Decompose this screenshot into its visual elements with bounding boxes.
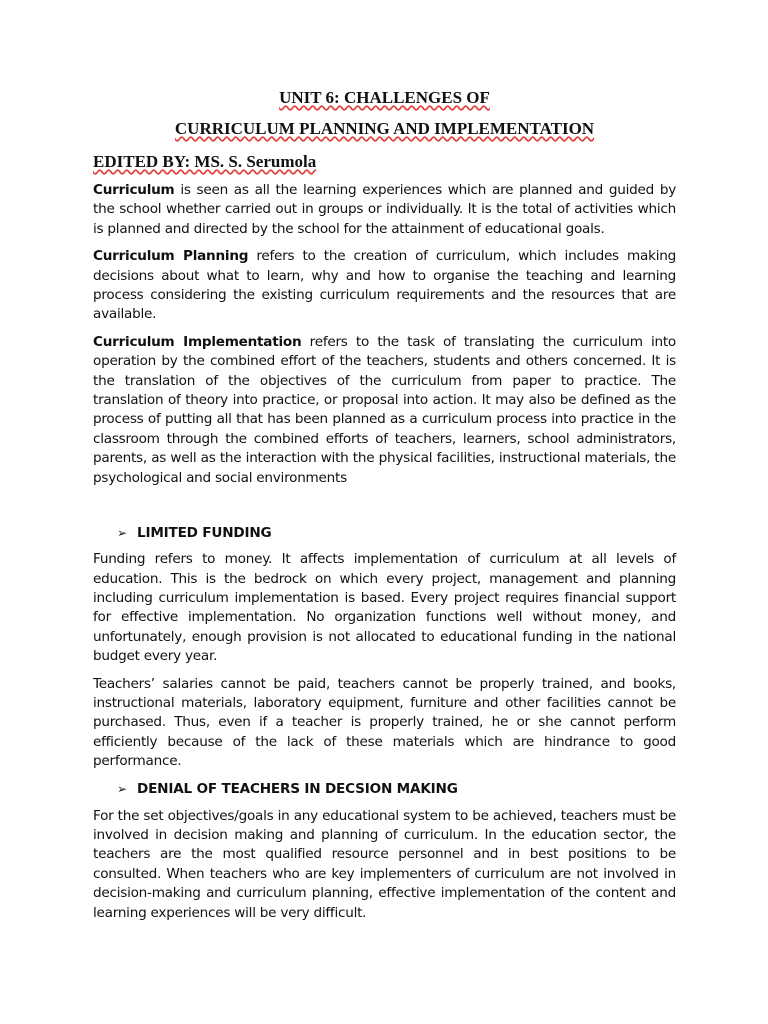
edited-by-line: EDITED BY: MS. S. Serumola: [93, 152, 317, 171]
paragraph-curriculum-planning: [93, 247, 676, 325]
title-line-2: [93, 118, 676, 139]
section-heading-text: DENIAL OF TEACHERS IN DECSION MAKING: [137, 780, 458, 797]
term-curriculum: Curriculum: [93, 182, 175, 198]
title-line-1-text: UNIT 6: CHALLENGES OF: [279, 88, 490, 107]
arrow-bullet-icon: ➢: [117, 526, 127, 541]
section-heading-limited-funding: [93, 524, 676, 543]
title-line-1: [93, 87, 676, 108]
title-line-2-text: CURRICULUM PLANNING AND IMPLEMENTATION: [174, 119, 595, 138]
definition-curriculum: is seen as all the learning experiences which are planned and guided by the school whether carried out in groups or individually. It is the total of activities which is planned and directed by the school for the attainment of educational goals.: [93, 182, 676, 237]
term-curriculum-implementation: Curriculum Implementation: [93, 333, 302, 350]
definition-curriculum-planning: refers to the creation of curriculum, which includes making decisions about what to learn, why and how to organise the teaching and learning process considering the existing curriculum requirements and the resources that are available.: [93, 248, 676, 323]
section-heading-text: LIMITED FUNDING: [137, 525, 272, 542]
section-heading-denial-of-teachers: [93, 780, 676, 799]
paragraph-curriculum: [93, 181, 676, 239]
paragraph-teachers-decision: For the set objectives/goals in any educational system to be achieved, teachers must be involved in decision making and planning of curriculum. In the education sector, the teachers are the most qualified resource personnel and in best positions to be consulted. When teachers who are key implementers of curriculum are not involved in decision-making and curriculum planning, effective implementation of the content and learning experiences will be very difficult.: [93, 807, 676, 921]
term-curriculum-planning: Curriculum Planning: [93, 248, 249, 265]
definition-curriculum-implementation: refers to the task of translating the curriculum into operation by the combined effort of the teachers, students and others concerned. It is the translation of the objectives of the curriculum from paper to practice. The translation of theory into practice, or proposal into action. It may also be defined as the process of putting all that has been planned as a curriculum process into practice in the classroom through the combined efforts of teachers, learners, school administrators, parents, as well as the interaction with the physical facilities, instructional materials, the psychological and social environments: [93, 333, 676, 486]
arrow-bullet-icon: ➢: [117, 781, 127, 796]
paragraph-funding-2: Teachers’ salaries cannot be paid, teachers cannot be properly trained, and books, instructional materials, laboratory equipment, furniture and other facilities cannot be purchased. Thus, even if a teacher is properly trained, he or she cannot perform efficiently because of the lack of these materials which are hindrance to good performance.: [93, 675, 676, 770]
paragraph-funding-1: Funding refers to money. It affects implementation of curriculum at all levels of education. This is the bedrock on which every project, management and planning including curriculum implementation is based. Every project requires financial support for effective implementation. No organization functions well without money, and unfortunately, enough provision is not allocated to educational funding in the national budget every year.: [93, 551, 676, 665]
paragraph-curriculum-implementation: [93, 333, 676, 488]
